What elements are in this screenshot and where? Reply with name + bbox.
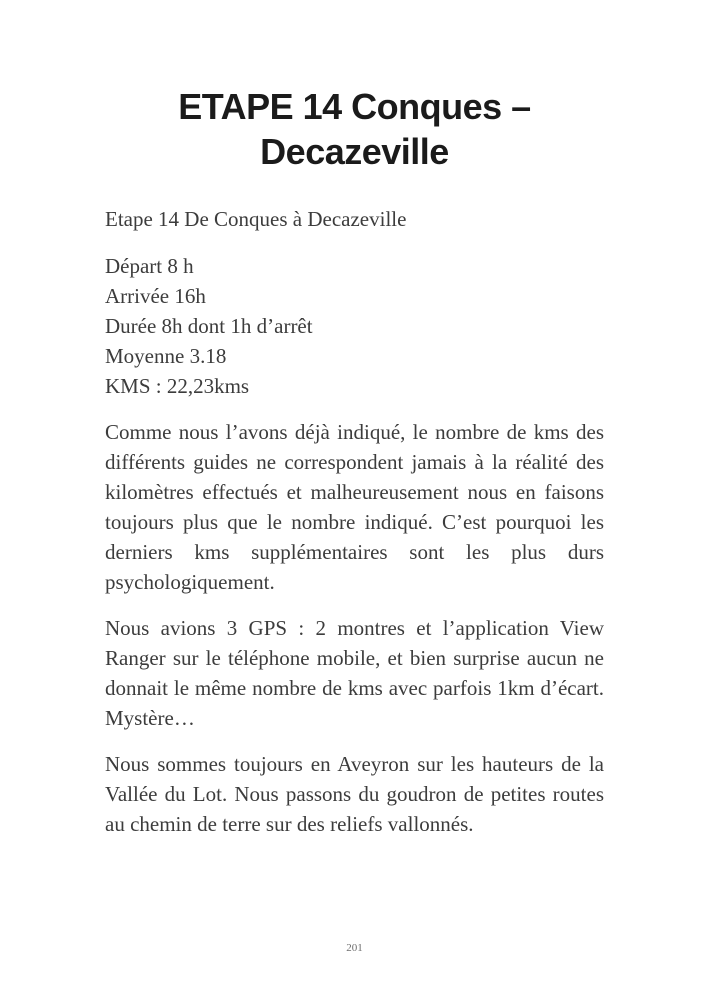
stat-line-duree: Durée 8h dont 1h d’arrêt [105,314,313,338]
page-title: ETAPE 14 Conques – Decazeville [178,86,531,172]
stat-line-depart: Départ 8 h [105,254,194,278]
stat-line-arrivee: Arrivée 16h [105,284,206,308]
body-paragraph-3: Nous sommes toujours en Aveyron sur les hauteurs de la Vallée du Lot. Nous passons du goudron de petites routes au chemin de terre sur des reliefs vallonnés. [105,752,604,836]
intro-line: Etape 14 De Conques à Decazeville [105,207,407,231]
stat-line-moyenne: Moyenne 3.18 [105,344,227,368]
page-number: 201 [346,942,363,954]
body-paragraph-1: Comme nous l’avons déjà indiqué, le nombre de kms des différents guides ne correspondent jamais à la réalité des kilomètres effectués et malheureusement nous en faisons toujours plus que le nombre indiqué. C’est pourquoi les derniers kms supplémentaires sont les plus durs psychologiquement. [105,420,604,594]
stat-line-kms: KMS : 22,23kms [105,374,250,398]
stats-block [105,251,604,401]
body-paragraph-2: Nous avions 3 GPS : 2 montres et l’application View Ranger sur le téléphone mobile, et bien surprise aucun ne donnait le même nombre de kms avec parfois 1km d’écart. Mystère… [105,616,604,730]
